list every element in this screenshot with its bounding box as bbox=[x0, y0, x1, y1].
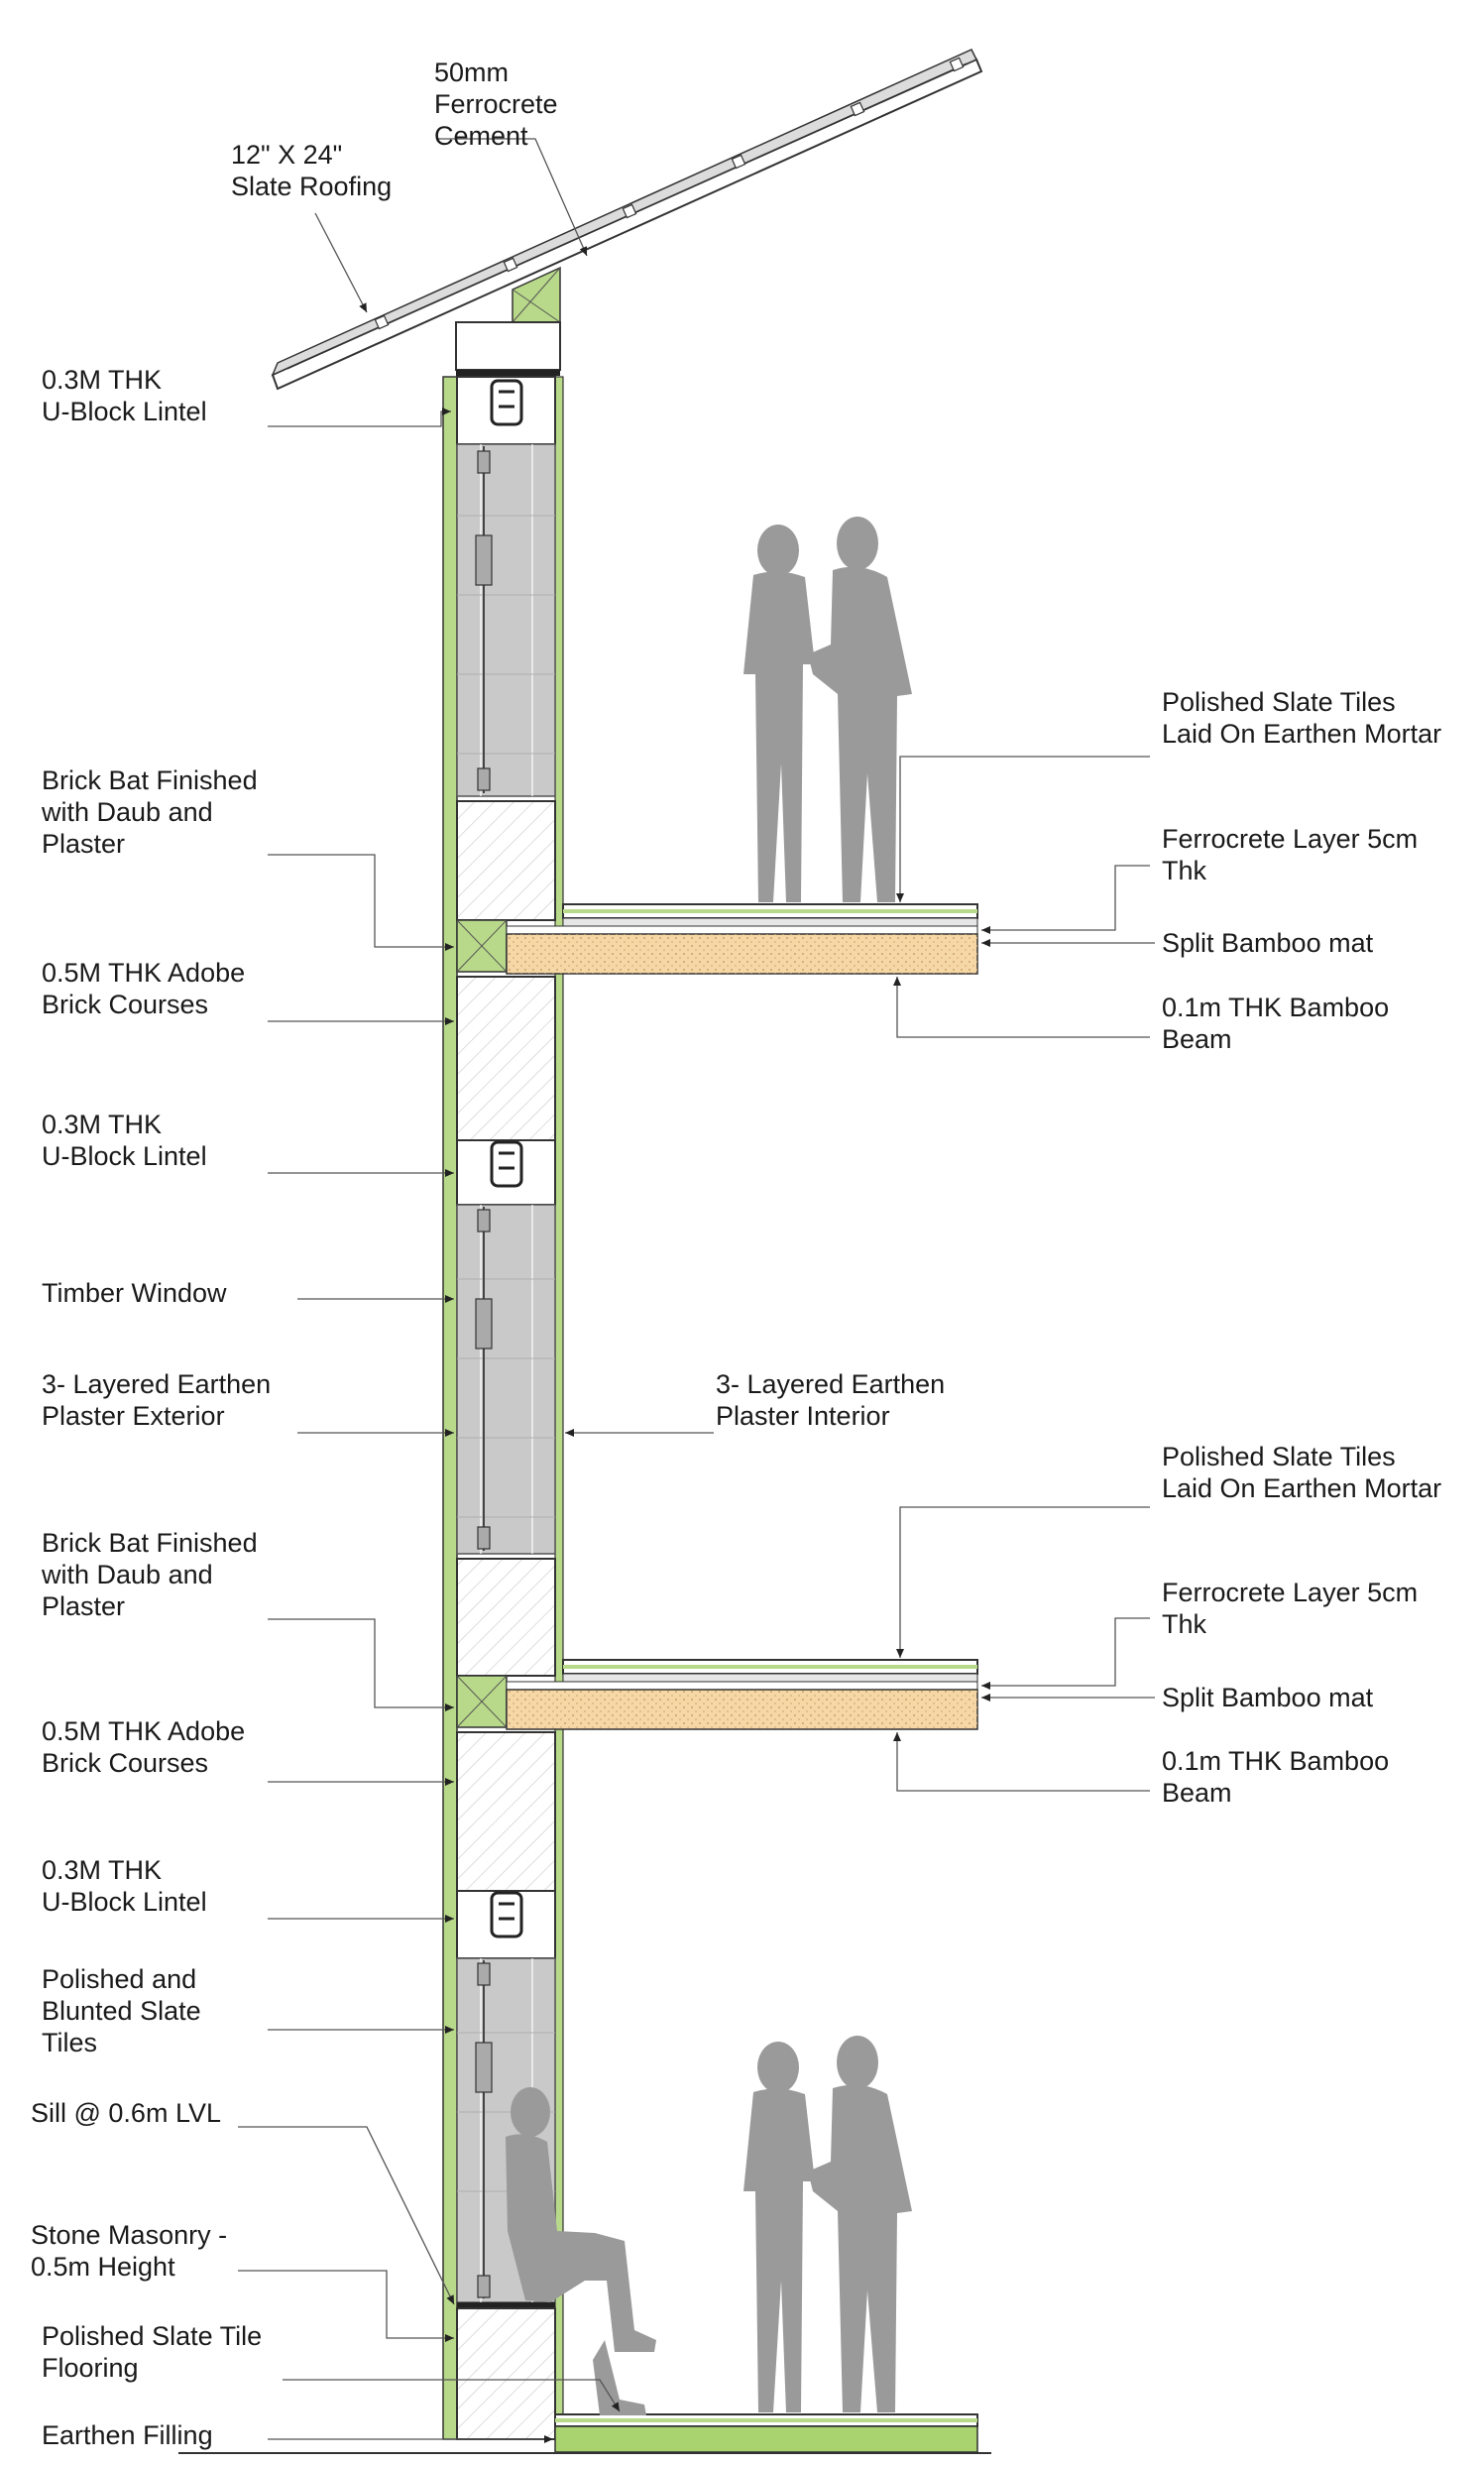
label-line: 3- Layered Earthen bbox=[716, 1369, 946, 1399]
label-line: Plaster bbox=[42, 829, 126, 859]
lower-ferrocrete-layer bbox=[563, 1674, 977, 1682]
label-line: Split Bamboo mat bbox=[1162, 1683, 1374, 1712]
label-line: Blunted Slate bbox=[42, 1996, 201, 2026]
human-figures bbox=[506, 517, 912, 2415]
label-line: Laid On Earthen Mortar bbox=[1162, 1473, 1442, 1503]
brick-bat-block-upper bbox=[457, 801, 555, 920]
label-line: Brick Courses bbox=[42, 1748, 209, 1778]
label-line: Tiles bbox=[42, 2028, 98, 2057]
label-line: Beam bbox=[1162, 1778, 1232, 1808]
label-line: Laid On Earthen Mortar bbox=[1162, 719, 1442, 749]
label-line: 0.3M THK bbox=[42, 1110, 163, 1139]
upper-floor-slab bbox=[507, 904, 977, 974]
label-line: 0.3M THK bbox=[42, 1855, 163, 1885]
label-adobe-lower bbox=[42, 1716, 245, 1778]
label-line: Plaster bbox=[42, 1591, 126, 1621]
label-line: Brick Courses bbox=[42, 990, 209, 1019]
label-line: Slate Roofing bbox=[231, 172, 393, 201]
label-line: 12" X 24" bbox=[231, 140, 343, 170]
label-earthen-filling bbox=[42, 2420, 213, 2450]
lower-floor-slab bbox=[507, 1660, 977, 1729]
label-line: Sill @ 0.6m LVL bbox=[31, 2098, 221, 2128]
roof-support-block bbox=[456, 322, 560, 370]
label-line: Cement bbox=[434, 121, 528, 151]
label-lintel-low bbox=[42, 1855, 207, 1917]
upper-bamboo-mat bbox=[507, 926, 977, 934]
label-stone-masonry bbox=[31, 2220, 227, 2282]
label-line: Brick Bat Finished bbox=[42, 765, 258, 795]
label-line: U-Block Lintel bbox=[42, 397, 207, 426]
label-brick-bat-lower bbox=[41, 1528, 258, 1621]
figure-standing-upper-left bbox=[743, 525, 815, 902]
label-line: Thk bbox=[1162, 1609, 1207, 1639]
label-line: Flooring bbox=[42, 2353, 139, 2383]
label-upper-ferrocrete bbox=[1162, 824, 1418, 885]
timber-window-upper bbox=[457, 444, 555, 796]
exterior-earthen-plaster bbox=[443, 377, 457, 2439]
label-line: Plaster Exterior bbox=[42, 1401, 225, 1431]
label-sill bbox=[31, 2098, 221, 2128]
wall-assembly bbox=[443, 377, 563, 2439]
figure-standing-ground-left bbox=[743, 2042, 815, 2412]
adobe-brick-courses-lower bbox=[457, 1732, 555, 1891]
label-line: 50mm bbox=[434, 58, 510, 87]
lower-bamboo-mat bbox=[507, 1682, 977, 1690]
label-line: 0.3M THK bbox=[42, 365, 163, 395]
label-slate-roofing bbox=[231, 140, 392, 201]
label-lower-bamboo-beam bbox=[1162, 1746, 1389, 1808]
label-line: with Daub and bbox=[42, 797, 213, 827]
label-line: Timber Window bbox=[42, 1278, 227, 1308]
label-line: U-Block Lintel bbox=[42, 1141, 207, 1171]
label-line: Ferrocrete Layer 5cm bbox=[1162, 1578, 1419, 1607]
label-line: Polished Slate Tiles bbox=[1162, 1442, 1396, 1471]
label-line: Thk bbox=[1162, 856, 1207, 885]
label-line: U-Block Lintel bbox=[42, 1887, 207, 1917]
label-line: Polished and bbox=[42, 1964, 197, 1994]
earthen-filling bbox=[555, 2426, 977, 2452]
timber-window-mid bbox=[457, 1205, 555, 1554]
label-line: 0.1m THK Bamboo bbox=[1162, 993, 1390, 1022]
brick-bat-block-lower bbox=[457, 1559, 555, 1676]
label-ferrocrete-cement bbox=[434, 58, 558, 151]
label-upper-bamboo-mat bbox=[1162, 928, 1374, 958]
label-line: Polished Slate Tile bbox=[42, 2321, 263, 2351]
figure-standing-upper-right bbox=[808, 517, 912, 902]
label-lower-ferrocrete bbox=[1162, 1578, 1418, 1639]
interior-earthen-plaster bbox=[555, 377, 563, 2439]
stone-masonry-base bbox=[457, 2308, 555, 2439]
label-line: Ferrocrete Layer 5cm bbox=[1162, 824, 1419, 854]
label-lower-slate-tiles bbox=[1162, 1442, 1441, 1503]
label-plaster-interior bbox=[716, 1369, 945, 1431]
label-upper-bamboo-beam bbox=[1162, 993, 1389, 1054]
label-brick-bat-upper bbox=[41, 765, 258, 859]
label-timber-window bbox=[42, 1278, 227, 1308]
label-upper-slate-tiles bbox=[1162, 687, 1441, 749]
label-line: Ferrocrete bbox=[434, 89, 558, 119]
label-slate-tile-flooring bbox=[42, 2321, 262, 2383]
ground-floor bbox=[178, 2414, 991, 2453]
label-line: Plaster Interior bbox=[716, 1401, 890, 1431]
label-line: 0.5m Height bbox=[31, 2252, 175, 2282]
label-line: Polished Slate Tiles bbox=[1162, 687, 1396, 717]
label-lintel-top bbox=[42, 365, 207, 426]
roof-assembly bbox=[273, 50, 981, 389]
label-line: Earthen Filling bbox=[42, 2420, 213, 2450]
adobe-brick-courses-upper bbox=[457, 977, 555, 1140]
label-line: Split Bamboo mat bbox=[1162, 928, 1374, 958]
label-lower-bamboo-mat bbox=[1162, 1683, 1374, 1712]
label-plaster-exterior bbox=[42, 1369, 271, 1431]
label-lintel-mid bbox=[42, 1110, 207, 1171]
label-slate-tiles-wall bbox=[42, 1964, 201, 2057]
label-line: 3- Layered Earthen bbox=[42, 1369, 272, 1399]
label-line: Beam bbox=[1162, 1024, 1232, 1054]
slate-roofing bbox=[273, 59, 981, 389]
roof-bearing-plate bbox=[456, 370, 560, 376]
leader-lines bbox=[238, 139, 1155, 2439]
figure-standing-ground-right bbox=[808, 2036, 912, 2412]
label-line: Stone Masonry - bbox=[31, 2220, 228, 2250]
label-adobe-upper bbox=[42, 958, 245, 1019]
label-line: 0.5M THK Adobe bbox=[42, 1716, 246, 1746]
annotation-labels bbox=[31, 58, 1441, 2450]
label-line: Brick Bat Finished bbox=[42, 1528, 258, 1558]
label-line: 0.1m THK Bamboo bbox=[1162, 1746, 1390, 1776]
label-line: 0.5M THK Adobe bbox=[42, 958, 246, 988]
label-line: with Daub and bbox=[42, 1560, 213, 1589]
upper-ferrocrete-layer bbox=[563, 918, 977, 926]
